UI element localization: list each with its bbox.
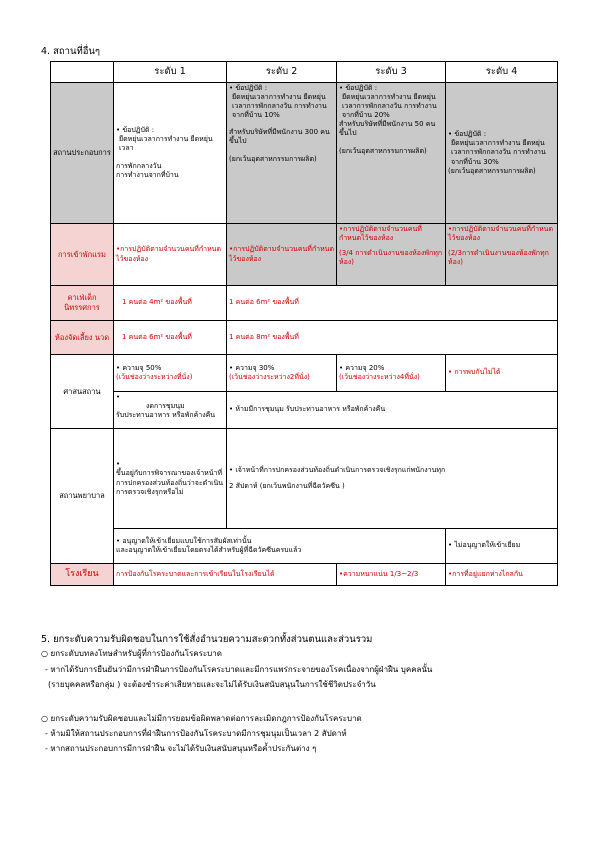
business-level-4: • ข้อปฏิบัติ : ยืดหยุ่นเวลาการทำงาน ยืดหยุ่นเวลาการพักกลางวัน การทำงานจากที่บ้าน 30% (ยกเว้นอุตสาหกรรมการผลิต): [446, 83, 558, 224]
cafe-label: คาเฟ่เด็ก นิทรรศการ: [51, 286, 114, 321]
restrictions-table: [50, 61, 558, 586]
business-label: สถานประกอบการ: [51, 83, 114, 224]
nursing-level-1: • ขึ้นอยู่กับการพิจารณาของเจ้าหน้าที่การปกครองส่วนท้องถิ่นว่าจะดำเนินการตรวจเชิงรุกหรือไม่: [114, 429, 227, 529]
school-level-1-2: การป้องกันโรคระบาดและการเข้าเรียนในโรงเรียนได้: [114, 564, 337, 586]
penalty-line-1: - หากได้รับการยืนยันว่ามีการฝ่าฝืนการป้องกันโรคระบาดและมีการแพร่กระจายของโรคเนื่องจากผู้ฝ่าฝืน บุคคลนั้น: [45, 665, 433, 674]
temple-gathering-level-2-4: • ห้ามมีการชุมนุม รับประทานอาหาร หรือพักค้างคืน: [227, 392, 558, 429]
business-level-1: • ข้อปฏิบัติ : ยืดหยุ่นเวลาการทำงาน ยืดหยุ่นเวลา การพักกลางวัน การทำงานจากที่บ้าน: [114, 83, 227, 224]
business-level-2: • ข้อปฏิบัติ : ยืดหยุ่นเวลาการทำงาน ยืดหยุ่นเวลาการพักกลางวัน การทำงานจากที่บ้าน 10% สำหรับบริษัทที่มีพนักงาน 300 คนขึ้นไป (ยกเว้นอุตสาหกรรมการผลิต): [227, 83, 337, 224]
penalty-bullet: ○ ยกระดับบทลงโทษสำหรับผู้ที่การป้องกันโรคระบาด: [41, 649, 222, 658]
temple-level-1: • ความจุ 50% (เว้นช่องว่างระหว่างที่นั่ง): [114, 355, 227, 392]
cafe-level-1: 1 คนต่อ 4m² ของพื้นที่: [114, 286, 227, 321]
party-level-1: 1 คนต่อ 6m² ของพื้นที่: [114, 321, 227, 355]
level-2-header: ระดับ 2: [227, 62, 337, 83]
nursing-level-2-4: • เจ้าหน้าที่การปกครองส่วนท้องถิ่นดำเนินการตรวจเชิงรุกแก่พนักงานทุก 2 สัปดาห์ (ยกเว้นพนักงานที่ฉีดวัคซีน ): [227, 429, 558, 529]
section-5-heading: 5. ยกระดับความรับผิดชอบในการใช้สั่งอำนวยความสะดวกทั้งส่วนตนและส่วนรวม: [41, 634, 373, 645]
section-4-heading: 4. สถานที่อื่นๆ: [41, 46, 101, 57]
hostel-level-1: •การปฏิบัติตามจำนวนคนที่กำหนดไว้ของห้อง: [114, 224, 227, 286]
table-header-row: [51, 62, 558, 83]
header-blank-cell: [51, 62, 114, 83]
nursing-label: สถานพยาบาล: [51, 429, 114, 564]
penalty-line-2: (รายบุคคลหรือกลุ่ม ) จะต้องชำระค่าเสียหายและจะไม่ได้รับเงินสนับสนุนในการใช้ชีวิตประจำวัน: [48, 680, 376, 689]
party-level-2-4: 1 คนต่อ 8m² ของพื้นที่: [227, 321, 558, 355]
school-label: โรงเรียน: [51, 564, 114, 586]
business-level-3: • ข้อปฏิบัติ : ยืดหยุ่นเวลาการทำงาน ยืดหยุ่นเวลาการพักกลางวัน การทำงานจากที่บ้าน 20% สำหรับบริษัทที่มีพนักงาน 50 คนขึ้นไป (ยกเว้นอุตสาหกรรมการผลิต): [337, 83, 446, 224]
hostel-level-3: •การปฏิบัติตามจำนวนคนที่กำหนดไว้ของห้อง (3/4 การดำเนินงานของห้องพักทุกห้อง): [337, 224, 446, 286]
hostel-level-4: •การปฏิบัติตามจำนวนคนที่กำหนดไว้ของห้อง (2/3การดำเนินงานของห้องพักทุกห้อง): [446, 224, 558, 286]
hostel-row: [51, 224, 558, 286]
temple-label: ศาสนสถาน: [51, 355, 114, 429]
level-1-header: ระดับ 1: [114, 62, 227, 83]
school-level-3: •ความหนาแน่น 1/3~2/3: [337, 564, 446, 586]
temple-row-1: [51, 355, 558, 392]
temple-level-3: • ความจุ 20% (เว้นช่องว่างระหว่าง4ที่นั่ง): [337, 355, 446, 392]
party-row: [51, 321, 558, 355]
cafe-level-2-4: 1 คนต่อ 6m² ของพื้นที่: [227, 286, 558, 321]
temple-level-2: • ความจุ 30% (เว้นช่องว่างระหว่าง2ที่นั่ง): [227, 355, 337, 392]
nursing-visit-level-4: • ไม่อนุญาตให้เข้าเยี่ยม: [446, 529, 558, 564]
cafe-row: [51, 286, 558, 321]
nursing-row-1: [51, 429, 558, 529]
temple-level-4: • การพบกันไม่ได้: [446, 355, 558, 392]
party-label: ห้องจัดเลี้ยง นวด: [51, 321, 114, 355]
responsibility-bullet: ○ ยกระดับความรับผิดชอบและไม่มีการยอมข้อผิดพลาดต่อการละเมิดกฎการป้องกันโรคระบาด: [41, 714, 362, 723]
hostel-level-2: •การปฏิบัติตามจำนวนคนที่กำหนดไว้ของห้อง: [227, 224, 337, 286]
level-4-header: ระดับ 4: [446, 62, 558, 83]
temple-gathering-level-1: • งดการชุมนุม รับประทานอาหาร หรือพักค้างคืน: [114, 392, 227, 429]
temple-row-2: [51, 392, 558, 429]
business-row: [51, 83, 558, 224]
school-level-4: •การที่อยู่แยกห่างไกลกัน: [446, 564, 558, 586]
hostel-label: การเข้าพักแรม: [51, 224, 114, 286]
school-row: [51, 564, 558, 586]
level-3-header: ระดับ 3: [337, 62, 446, 83]
nursing-row-2: [51, 529, 558, 564]
responsibility-line-1: - ห้ามมิให้สถานประกอบการที่ฝ่าฝืนการป้องกันโรคระบาดมีการชุมนุมเป็นเวลา 2 สัปดาห์: [45, 729, 347, 738]
nursing-visit-level-1-3: • อนุญาตให้เข้าเยี่ยมแบบใช้การสัมผัสเท่านั้น และอนุญาตให้เข้าเยี่ยมโดยตรงได้สำหรับผู้ที่ฉีดวัคซีนครบแล้ว: [114, 529, 446, 564]
responsibility-line-2: - หากสถานประกอบการมีการฝ่าฝืน จะไม่ได้รับเงินสนับสนุนหรือค้ำประกันต่าง ๆ: [45, 744, 317, 753]
